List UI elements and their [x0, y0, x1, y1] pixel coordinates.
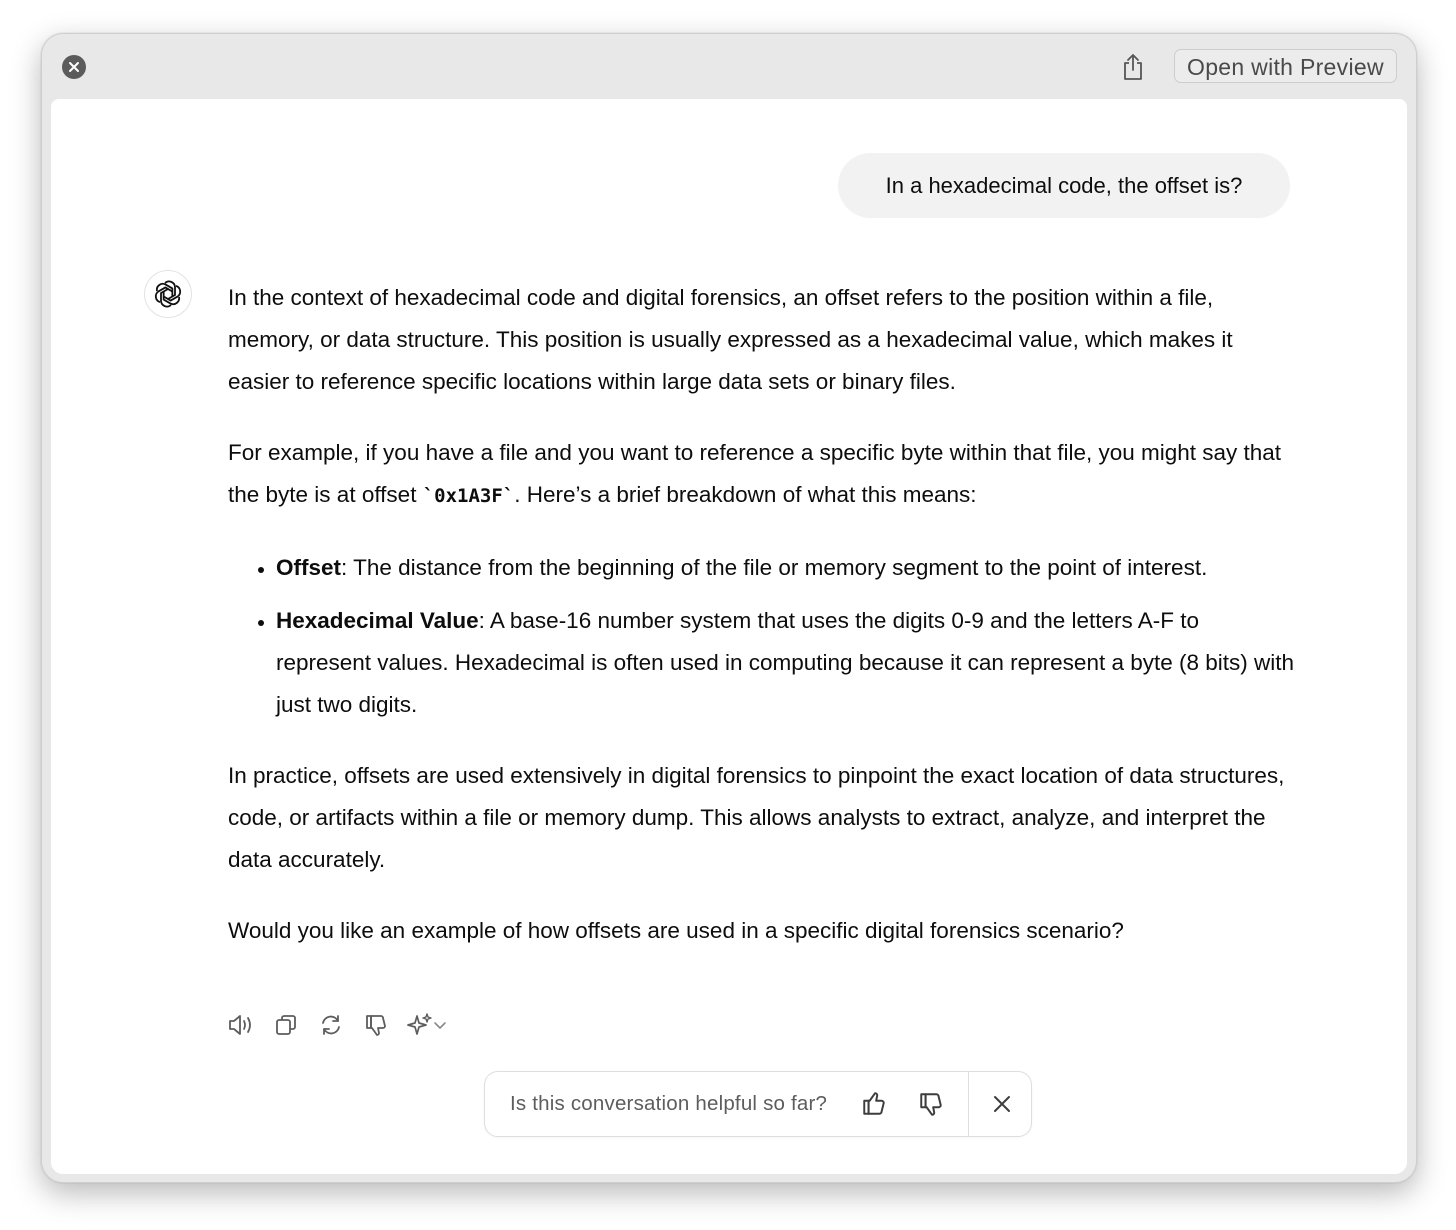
- list-item: [276, 547, 1298, 589]
- copy-icon: [274, 1013, 298, 1037]
- close-icon: [68, 61, 80, 73]
- regenerate-button[interactable]: [314, 1008, 348, 1042]
- copy-button[interactable]: [269, 1008, 303, 1042]
- list-text: : A base-16 number system that uses the digits 0-9 and the letters A-F to represent values. Hexadecimal is often used in computing because it can represent a byte (8 bits) with just two digits.: [276, 608, 1295, 717]
- answer-list: [228, 547, 1298, 726]
- close-window-button[interactable]: [62, 55, 86, 79]
- titlebar: [42, 34, 1416, 98]
- thumbs-down-icon: [918, 1091, 944, 1117]
- chevron-down-icon: [433, 1020, 447, 1030]
- user-message: In a hexadecimal code, the offset is?: [838, 153, 1290, 218]
- assistant-message: [228, 277, 1298, 981]
- sparkle-icon: [407, 1012, 433, 1038]
- inline-code: `0x1A3F`: [422, 484, 515, 507]
- change-model-button[interactable]: [404, 1008, 450, 1042]
- thumbs-up-icon: [861, 1091, 887, 1117]
- answer-text: For example, if you have a file and you want to reference a specific byte within that file, you might say that the byte is at offset: [228, 439, 1282, 507]
- answer-text: . Here’s a brief breakdown of what this means:: [514, 481, 977, 507]
- openai-logo-icon: [153, 279, 183, 309]
- dismiss-feedback-button[interactable]: [990, 1092, 1014, 1116]
- answer-paragraph: In the context of hexadecimal code and digital forensics, an offset refers to the position within a file, memory, or data structure. This position is usually expressed as a hexadecimal value, which makes it easier to reference specific locations within large data sets or binary files.: [228, 285, 1233, 394]
- thumbs-up-button[interactable]: [861, 1091, 887, 1117]
- divider: [968, 1072, 969, 1136]
- feedback-bar: [484, 1071, 1032, 1137]
- assistant-avatar: [144, 270, 192, 318]
- speaker-icon: [227, 1013, 255, 1037]
- refresh-icon: [319, 1013, 343, 1037]
- feedback-prompt: Is this conversation helpful so far?: [510, 1092, 828, 1115]
- message-actions: [224, 1008, 461, 1042]
- open-with-preview-button[interactable]: Open with Preview: [1174, 49, 1397, 83]
- thumbs-down-icon: [364, 1013, 388, 1037]
- conversation-view: [51, 99, 1407, 1174]
- list-term: Offset: [276, 554, 342, 580]
- list-text: : The distance from the beginning of the file or memory segment to the point of interest.: [341, 554, 1208, 580]
- share-icon: [1121, 53, 1145, 81]
- share-button[interactable]: [1120, 52, 1146, 82]
- preview-window: [41, 33, 1417, 1183]
- thumbs-down-button[interactable]: [918, 1091, 944, 1117]
- answer-paragraph: [228, 432, 1298, 518]
- list-term: Hexadecimal Value: [276, 608, 479, 634]
- list-item: [276, 600, 1298, 725]
- answer-paragraph: Would you like an example of how offsets are used in a specific digital forensics scenario?: [228, 918, 1124, 944]
- answer-paragraph: In practice, offsets are used extensively in digital forensics to pinpoint the exact location of data structures, code, or artifacts within a file or memory dump. This allows analysts to extract, analyze, and interpret the data accurately.: [228, 763, 1285, 872]
- close-icon: [990, 1092, 1014, 1116]
- read-aloud-button[interactable]: [224, 1008, 258, 1042]
- bad-response-button[interactable]: [359, 1008, 393, 1042]
